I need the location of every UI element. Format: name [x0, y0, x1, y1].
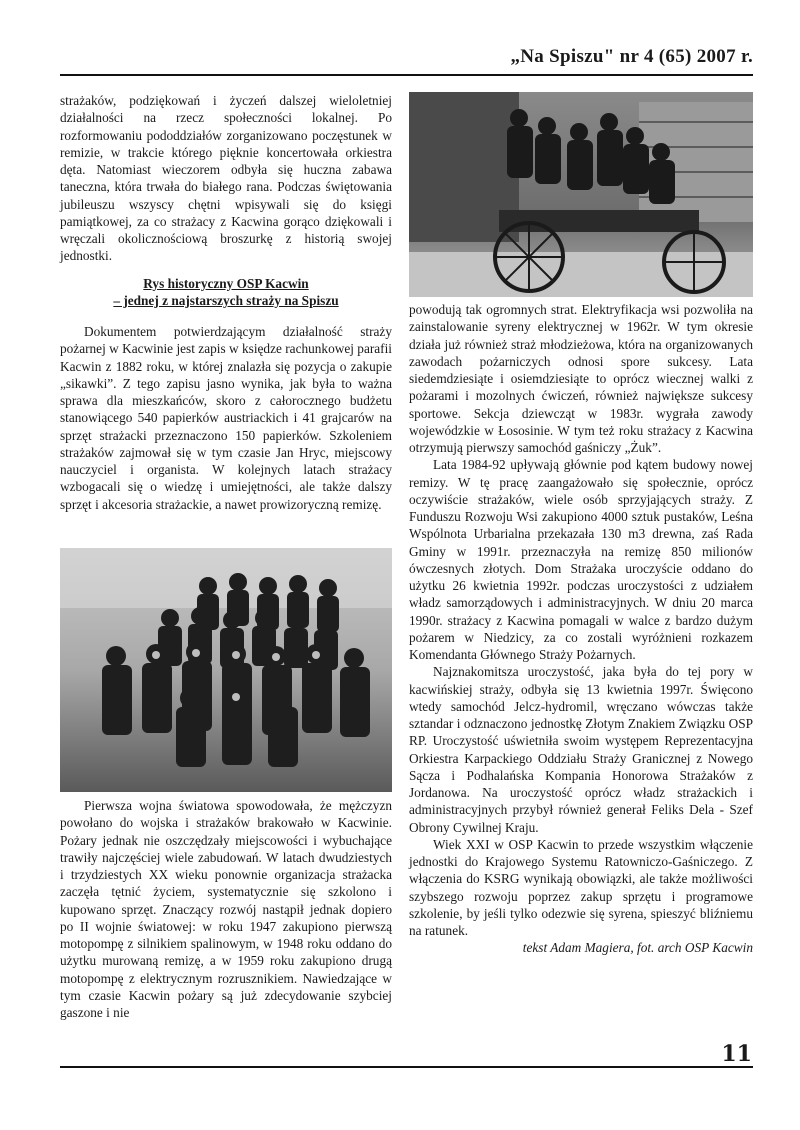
history-paragraph-3: powodują tak ogromnych strat. Elektryfikacja wsi pozwoliła na zainstalowanie syreny elektrycznej w 1962r. W tym okresie działa już również straż młodzieżowa, która na organizowanych zawodach pożarniczych odnosi spore sukcesy. Lata siedemdziesiąte i osiemdziesiąte to oprócz wiecznej walki z pożarami i mozolnych ćwiczeń, również największe sukcesy sportowe. Sekcja dziewcząt w 1983r. wygrała zawody wojewódzkie w Łososinie. W tym też roku strażacy z Kacwina otrzymują pierwszy samochód gaśniczy „Żuk”. [409, 302, 753, 455]
page-number: 11 [721, 1041, 752, 1067]
history-paragraph-2: Pierwsza wojna światowa spowodowała, że mężczyzn powołano do wojska i strażaków brakowało w Kacwinie. Pożary jednak nie oszczędzały miejscowości i wybuchające trawiły najczęściej wiele zabudowań. W latach dwudziestych i trzydziestych XX wieku ponownie organizacja strażacka zaczęła tętnić życiem, systematycznie się szkolono i kupowano sprzęt. Znaczący rozwój nastąpił jednak dopiero po II wojnie światowej: w roku 1947 zakupiono pierwszą motopompę z silnikiem spalinowym, w 1948 roku oddano do użytku murowaną remizę, a w 1959 roku zakupiono drugą motopompę z elektrycznym rozrusznikiem. Nawiedzające w tym czasie Kacwin pożary są już zdecydowanie szybciej gaszone i nie [60, 798, 392, 1020]
section-heading-line-1: Rys historyczny OSP Kacwin [143, 275, 309, 291]
left-column-top [60, 92, 392, 513]
right-column [409, 301, 753, 957]
history-paragraph-5: Najznakomitsza uroczystość, jaka była do tej pory w kacwińskiej straży, odbyła się 13 kwietnia 1997r. Święcono wtedy samochód Jelcz-hydromil, wręczano wówczas także sztandar i odznaczono jednostkę Złotym Znakiem Związku OSP RP. Uroczystość uświetniła swoim występem Reprezentacyjna Orkiestra Karpackiego Oddziału Straży Granicznej z Nowego Sącza i Podhalańska Kompania Honorowa Strażaków z Jordanowa. Na uroczystość oprócz władz strażackich i administracyjnych przybył również generał Feliks Dela - Szef Obrony Cywilnej Kraju. [409, 664, 753, 835]
footer-divider [60, 1066, 753, 1068]
publication-title: „Na Spiszu" nr 4 (65) 2007 r. [510, 46, 753, 67]
history-paragraph-6: Wiek XXI w OSP Kacwin to przede wszystkim włączenie jednostki do Krajowego Systemu Ratowniczo-Gaśniczego. Z włączenia do KSRG wynikają obowiązki, ale także możliwości szybszego rozwoju poprzez zakup sprzętu i programowe szkolenie, by jeśli tylko odezwie się syrena, spieszyć bliźniemu na ratunek. [409, 836, 753, 938]
firefighters-group-photo [60, 548, 392, 792]
header-divider [60, 74, 753, 76]
photo-text-credit: tekst Adam Magiera, fot. arch OSP Kacwin [522, 940, 753, 956]
page-header [60, 46, 753, 72]
intro-paragraph: strażaków, podziękowań i życzeń dalszej wieloletniej działalności na rzecz społeczności lokalnej. Po rozformowaniu pododdziałów zorganizowano poczęstunek w remizie, w trakcie którego pięknie koncertowała orkiestra dęta. Natomiast wieczorem odbyła się huczna zabawa taneczna, która trwała do białego rana. Podczas świętowania jubileuszu wszyscy chętni wpisywali się do księgi pamiątkowej, za co strażacy z Kacwina gorąco dziękowali i wręczali okolicznościową broszurkę z historią swojej jednostki. [60, 93, 392, 264]
section-heading-line-2: – jednej z najstarszych straży na Spiszu [113, 292, 339, 308]
left-column-bottom [60, 797, 392, 1021]
fire-cart-photo [409, 92, 753, 297]
history-paragraph-1: Dokumentem potwierdzającym działalność straży pożarnej w Kacwinie jest zapis w księdze rachunkowej parafii Kacwin z 1882 roku, w której znalazła się pozycja o zakupie „sikawki”. Z tego zapisu jasno wynika, jak była to ważna sprawa dla mieszkańców, skoro z całorocznego budżetu stanowiącego 540 papierków austriackich i 41 grajcarów na sprzęt strażacki przeznaczono 150 papierków. Szkoleniem strażaków zajmował się w tym czasie Jan Hryc, miejscowy nauczyciel i organista. W kolejnych latach strażacy wzbogacali się o wiedzę i umiejętności, ale także dalszy sprzęt i akcesoria strażackie, a nawet prowizoryczną remizę. [60, 324, 392, 512]
history-paragraph-4: Lata 1984-92 upływają głównie pod kątem budowy nowej remizy. W tę pracę zaangażowało się społecznie, oprócz oczywiście strażaków, wiele osób sprzyjających straży. Z Funduszu Rozwoju Wsi zakupiono 4000 sztuk pustaków, Leśna Wspólnota Urbarialna przekazała 130 m3 drewna, zaś Rada Gminy w 1991r. przeznaczyła na remizę 850 milionów ówczesnych złotych. Dom Strażaka uroczyście oddano do użytku 26 kwietnia 1992r. podczas uroczystości z udziałem władz samorządowych i administracyjnych. W dniu 20 marca 1990r. strażacy z Kacwina pomagali w walce z bardzo dużym pożarem w Niedzicy, za co zostali wyróżnieni rozkazem Komendanta Głównego Straży Pożarnych. [409, 457, 753, 662]
